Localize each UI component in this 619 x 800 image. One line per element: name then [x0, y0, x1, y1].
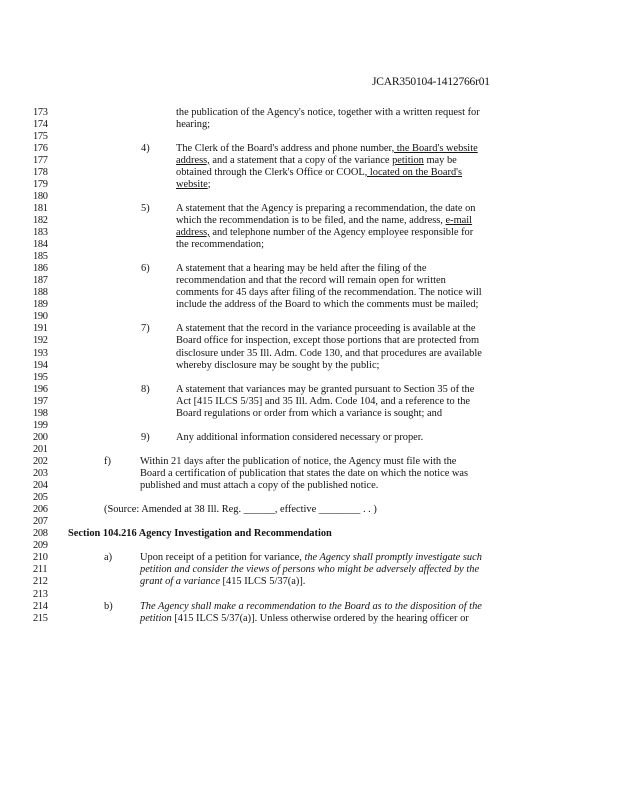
line-text — [140, 564, 479, 576]
line-text — [176, 227, 473, 239]
document-line — [0, 516, 619, 528]
document-line — [0, 167, 619, 179]
text-run: the publication of the Agency's notice, together with a written request for — [176, 106, 480, 118]
line-number: 176 — [33, 142, 48, 154]
document-header-code: JCAR350104-1412766r01 — [372, 76, 490, 88]
list-item-label: 8) — [141, 383, 150, 395]
line-number: 180 — [33, 190, 48, 202]
text-run: Board office for inspection, except those portions that are protected from — [176, 335, 480, 347]
document-line — [0, 576, 619, 588]
line-number: 192 — [33, 335, 48, 347]
line-text — [176, 215, 472, 227]
list-item-label: 7) — [141, 323, 150, 335]
line-text — [176, 360, 379, 372]
line-text — [176, 119, 210, 131]
list-item-label: b) — [104, 600, 113, 612]
document-line — [0, 372, 619, 384]
quoted-statute-text: petition and consider the views of persons who might be adversely affected by the — [140, 564, 480, 576]
text-run: (Source: Amended at 38 Ill. Reg. ______, effective ________ . . ) — [104, 504, 377, 516]
document-line — [0, 613, 619, 625]
line-number: 194 — [33, 359, 48, 371]
section-heading: Section 104.216 Agency Investigation and Recommendation — [68, 528, 332, 540]
document-line — [0, 227, 619, 239]
line-text — [176, 323, 475, 335]
text-run: [415 ILCS 5/37(a)]. Unless otherwise ordered by the hearing officer or — [171, 612, 469, 624]
text-run: A statement that the Agency is preparing a recommendation, the date on — [176, 202, 476, 214]
text-run: A statement that a hearing may be held after the filing of the — [176, 263, 427, 275]
inserted-text: , the Board's website — [391, 142, 478, 154]
quoted-statute-text: the Agency shall promptly investigate such — [304, 552, 482, 564]
line-number: 201 — [33, 443, 48, 455]
list-item-label: 4) — [141, 142, 150, 154]
line-number: 200 — [33, 431, 48, 443]
document-line — [0, 456, 619, 468]
document-line — [0, 251, 619, 263]
line-text — [176, 203, 476, 215]
text-run: recommendation and that the record will remain open for written — [176, 275, 446, 287]
document-line — [0, 287, 619, 299]
document-line — [0, 299, 619, 311]
document-line — [0, 348, 619, 360]
document-line — [0, 468, 619, 480]
line-text — [176, 275, 446, 287]
line-text — [140, 576, 305, 588]
line-number: 179 — [33, 178, 48, 190]
line-number: 181 — [33, 202, 48, 214]
document-line — [0, 420, 619, 432]
text-run: may be — [423, 154, 457, 166]
quoted-statute-text: petition — [140, 612, 172, 624]
line-number: 189 — [33, 299, 48, 311]
document-line — [0, 360, 619, 372]
line-number: 183 — [33, 227, 48, 238]
document-line — [0, 263, 619, 275]
document-line — [0, 119, 619, 131]
line-number: 187 — [33, 275, 48, 287]
text-run: Act [415 ILCS 5/35] and 35 Ill. Adm. Code 104, and a reference to the — [176, 395, 471, 407]
line-number: 174 — [33, 118, 48, 130]
document-line — [0, 552, 619, 564]
text-run: ; — [207, 178, 211, 190]
list-item-label: 9) — [141, 431, 150, 443]
line-number: 207 — [33, 516, 48, 528]
document-line — [0, 528, 619, 540]
line-text — [140, 468, 468, 480]
text-run: published and must attach a copy of the published notice. — [140, 480, 379, 492]
line-number: 190 — [33, 311, 48, 323]
list-item-label: f) — [104, 455, 111, 467]
line-number: 191 — [33, 323, 48, 335]
line-text — [176, 408, 442, 420]
document-line — [0, 408, 619, 420]
line-text — [176, 239, 264, 251]
text-run: obtained through the Clerk's Office or COOL — [176, 166, 365, 178]
line-text — [176, 348, 482, 360]
text-run: hearing; — [176, 118, 211, 130]
document-line — [0, 131, 619, 143]
line-number: 204 — [33, 480, 48, 492]
line-text — [176, 179, 211, 191]
line-number: 205 — [33, 492, 48, 504]
line-text — [176, 384, 474, 396]
document-line — [0, 107, 619, 119]
text-run: Upon receipt of a petition for variance, — [140, 552, 305, 564]
document-line — [0, 601, 619, 613]
document-line — [0, 215, 619, 227]
text-run: which the recommendation is to be filed, and the name, address, — [176, 214, 446, 226]
inserted-text: petition — [392, 154, 424, 166]
document-line — [0, 311, 619, 323]
text-run: [415 ILCS 5/37(a)]. — [219, 576, 306, 588]
line-text — [104, 504, 377, 516]
document-line — [0, 480, 619, 492]
quoted-statute-text: grant of a variance — [140, 576, 220, 588]
line-number: 198 — [33, 407, 48, 419]
line-number: 208 — [33, 528, 48, 540]
document-line — [0, 143, 619, 155]
text-run: disclosure under 35 Ill. Adm. Code 130, and that procedures are available — [176, 347, 482, 359]
text-run: The Clerk of the Board's address and phone number — [176, 142, 392, 154]
line-text — [140, 480, 378, 492]
line-number: 214 — [33, 600, 48, 612]
document-line — [0, 179, 619, 191]
document-line — [0, 203, 619, 215]
text-run: whereby disclosure may be sought by the public; — [176, 359, 380, 371]
document-line — [0, 155, 619, 167]
text-run: and telephone number of the Agency employee responsible for — [209, 227, 474, 238]
line-text — [140, 456, 456, 468]
line-number: 196 — [33, 383, 48, 395]
list-item-label: 5) — [141, 202, 150, 214]
line-text — [176, 263, 426, 275]
line-number: 184 — [33, 239, 48, 251]
line-text — [176, 143, 478, 155]
line-number: 206 — [33, 504, 48, 516]
list-item-label: 6) — [141, 263, 150, 275]
line-number: 215 — [33, 612, 48, 624]
document-line — [0, 504, 619, 516]
text-run: and a statement that a copy of the variance — [209, 154, 393, 166]
line-number: 199 — [33, 419, 48, 431]
line-text — [176, 167, 462, 179]
inserted-text: e-mail — [445, 214, 473, 226]
line-number: 185 — [33, 251, 48, 263]
line-text — [176, 335, 479, 347]
line-number: 210 — [33, 552, 48, 564]
quoted-statute-text: The Agency shall make a recommendation to the Board as to the disposition of the — [140, 600, 482, 612]
line-number: 213 — [33, 588, 48, 600]
document-line — [0, 589, 619, 601]
line-number: 178 — [33, 166, 48, 178]
document-line — [0, 384, 619, 396]
text-run: Within 21 days after the publication of notice, the Agency must file with the — [140, 455, 457, 467]
document-line — [0, 323, 619, 335]
inserted-text: website — [176, 178, 208, 190]
line-text — [68, 528, 332, 540]
line-number: 212 — [33, 576, 48, 588]
line-number: 193 — [33, 347, 48, 359]
document-line — [0, 275, 619, 287]
line-text — [176, 396, 470, 408]
text-run: Board a certification of publication that states the date on which the notice was — [140, 468, 469, 479]
line-number: 211 — [33, 564, 48, 576]
text-run: include the address of the Board to which the comments must be mailed; — [176, 299, 479, 311]
line-text — [176, 155, 457, 167]
line-number: 186 — [33, 263, 48, 275]
document-line — [0, 335, 619, 347]
line-number: 173 — [33, 106, 48, 118]
line-number: 177 — [33, 154, 48, 166]
document-line — [0, 444, 619, 456]
document-line — [0, 492, 619, 504]
line-text — [176, 107, 480, 119]
line-number: 182 — [33, 214, 48, 226]
line-number: 209 — [33, 540, 48, 552]
line-number: 188 — [33, 287, 48, 299]
document-line — [0, 540, 619, 552]
line-text — [176, 287, 482, 299]
document-line — [0, 396, 619, 408]
line-text — [140, 601, 482, 613]
text-run: A statement that variances may be granted pursuant to Section 35 of the — [176, 383, 475, 395]
list-item-label: a) — [104, 552, 113, 564]
document-line — [0, 564, 619, 576]
document-line — [0, 191, 619, 203]
text-run: Any additional information considered necessary or proper. — [176, 431, 424, 443]
inserted-text: address, — [176, 154, 210, 166]
document-line — [0, 239, 619, 251]
text-run: comments for 45 days after filing of the recommendation. The notice will — [176, 287, 482, 299]
inserted-text: address, — [176, 227, 210, 238]
text-run: the recommendation; — [176, 239, 265, 251]
line-number: 197 — [33, 395, 48, 407]
document-line — [0, 432, 619, 444]
line-text — [176, 432, 423, 444]
line-text — [140, 613, 469, 625]
inserted-text: , located on the Board's — [364, 166, 463, 178]
text-run: Board regulations or order from which a variance is sought; and — [176, 407, 443, 419]
line-number: 202 — [33, 455, 48, 467]
line-text — [140, 552, 482, 564]
text-run: A statement that the record in the variance proceeding is available at the — [176, 323, 476, 335]
line-text — [176, 299, 478, 311]
line-number: 203 — [33, 468, 48, 479]
line-number: 195 — [33, 371, 48, 383]
line-number: 175 — [33, 130, 48, 142]
